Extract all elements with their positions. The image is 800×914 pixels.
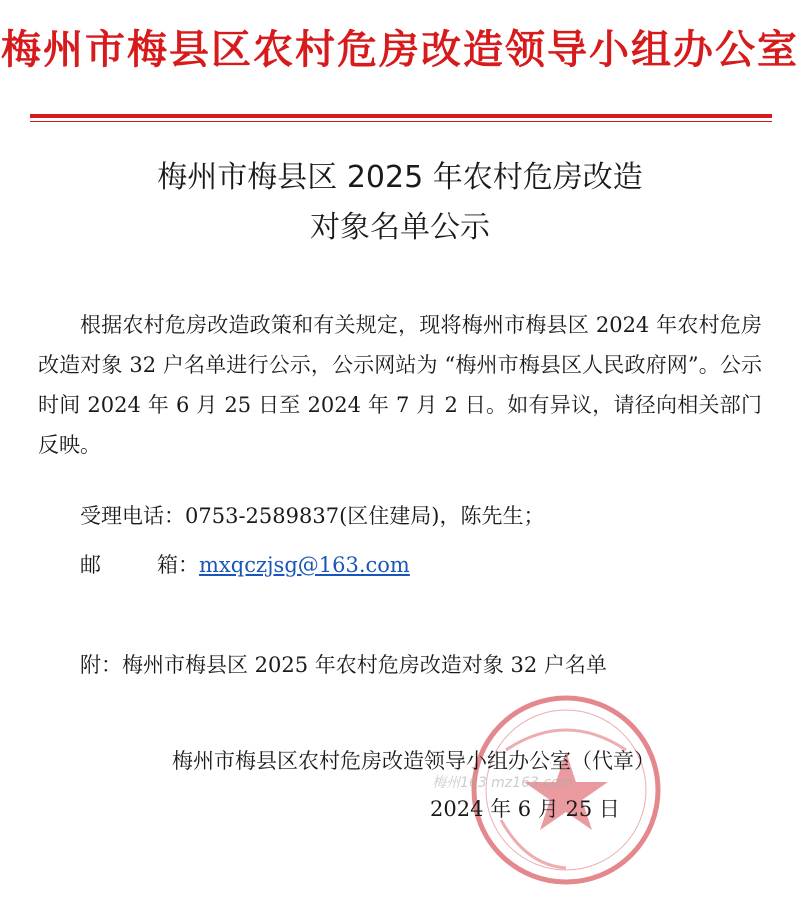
signature-date: 2024 年 6 月 25 日: [430, 797, 620, 821]
site-watermark: 梅州163 mz163.com: [432, 775, 574, 791]
attachment-line: 附：梅州市梅县区 2025 年农村危房改造对象 32 户名单: [80, 653, 607, 677]
email-link[interactable]: mxqczjsg@163.com: [199, 553, 410, 577]
notice-paragraph: 根据农村危房改造政策和有关规定，现将梅州市梅县区 2024 年农村危房改造对象 32 户名单进行公示，公示网站为 “梅州市梅县区人民政府网”。公示时间 2024 年 6 月 25 日至 2024 年 7 月 2 日。如有异议，请径向相关部门反映。: [38, 313, 762, 457]
email-label-part-2: 箱：: [157, 553, 199, 577]
letterhead-rule-thin: [30, 121, 772, 122]
contact-email-line: [80, 549, 410, 579]
email-label-part-1: 邮: [80, 553, 101, 577]
letterhead-rule-thick: [30, 114, 772, 118]
signature-office: 梅州市梅县区农村危房改造领导小组办公室（代章）: [172, 749, 655, 773]
document-title-line-2: 对象名单公示: [310, 210, 490, 245]
contact-phone-line: 受理电话：0753-2589837(区住建局)，陈先生；: [80, 504, 545, 528]
letterhead-org-name: 梅州市梅县区农村危房改造领导小组办公室: [1, 26, 799, 73]
document-title-line-1: 梅州市梅县区 2025 年农村危房改造: [157, 160, 643, 195]
